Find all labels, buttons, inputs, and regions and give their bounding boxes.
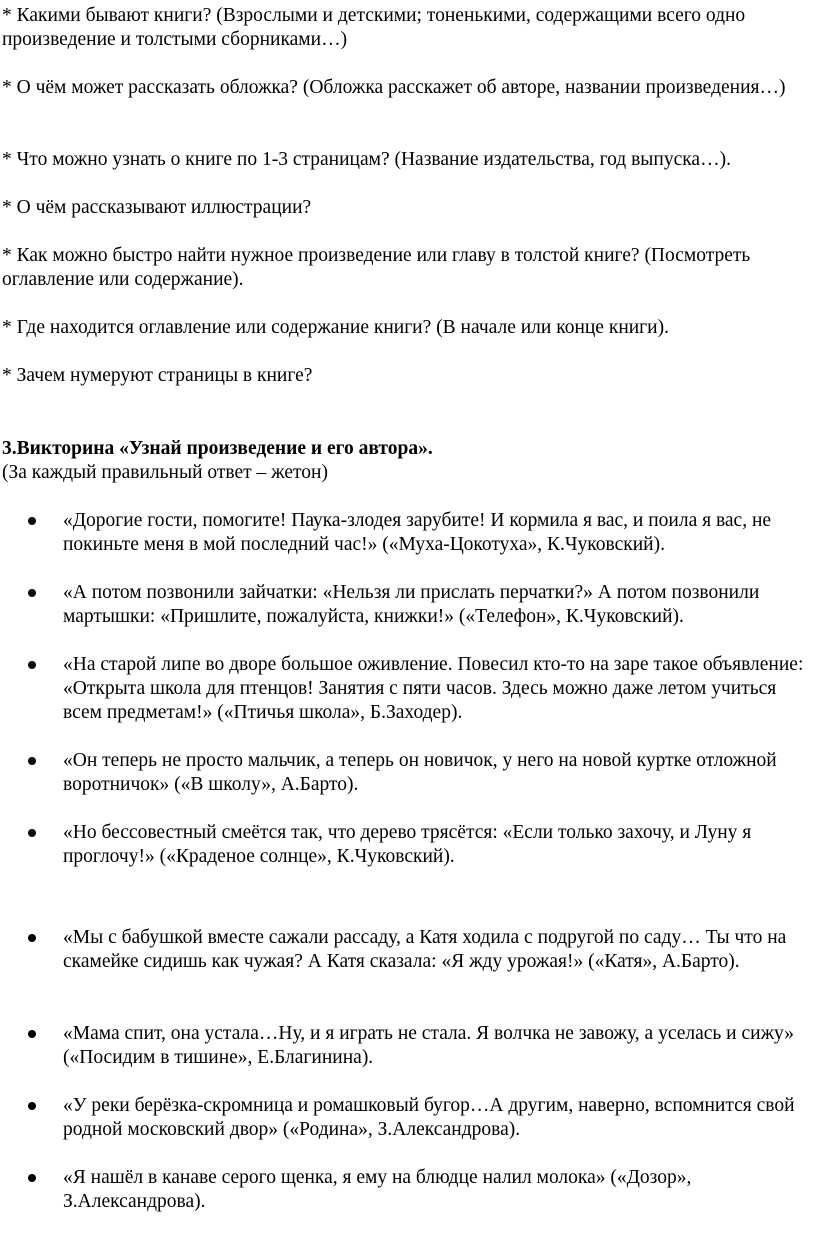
quiz-heading: 3.Викторина «Узнай произведение и его автора». [2,438,433,459]
question-1: * Какими бывают книги? (Взрослыми и детскими; тоненькими, содержащими всего одно произведение и толстыми сборниками…) [2,5,746,50]
question-6: * Где находится оглавление или содержание книги? (В начале или конце книги). [2,317,669,338]
question-7: * Зачем нумеруют страницы в книге? [2,365,313,386]
quiz-note: (За каждый правильный ответ – жетон) [2,462,328,483]
quiz-item-4: «Он теперь не просто мальчик, а теперь он новичок, у него на новой куртке отложной воротничок» («В школу», А.Барто). [63,750,777,795]
bullet-icon [28,934,38,944]
bullet-icon [28,517,38,527]
quiz-item-2: «А потом позвонили зайчатки: «Нельзя ли прислать перчатки?» А потом позвонили мартышки: «Пришлите, пожалуйста, книжки!» («Телефон», К.Чуковский). [63,582,760,627]
question-2: * О чём может рассказать обложка? (Обложка расскажет об авторе, названии произведения…) [2,77,786,98]
bullet-icon [28,589,38,599]
bullet-icon [28,1174,38,1184]
bullet-icon [28,1030,38,1040]
bullet-icon [28,757,38,767]
quiz-item-6: «Мы с бабушкой вместе сажали рассаду, а Катя ходила с подругой по саду… Ты что на скамейке сидишь как чужая? А Катя сказала: «Я жду урожая!» («Катя», А.Барто). [63,927,787,972]
question-3: * Что можно узнать о книге по 1-3 страницам? (Название издательства, год выпуска…). [2,149,731,170]
question-4: * О чём рассказывают иллюстрации? [2,197,312,218]
quiz-item-5: «Но бессовестный смеётся так, что дерево трясётся: «Если только захочу, и Луну я проглочу!» («Краденое солнце», К.Чуковский). [63,822,752,867]
quiz-item-8: «У реки берёзка-скромница и ромашковый бугор…А другим, наверно, вспомнится свой родной московский двор» («Родина», З.Александрова). [63,1095,795,1140]
quiz-item-3: «На старой липе во дворе большое оживление. Повесил кто-то на заре такое объявление: «Открыта школа для птенцов! Занятия с пяти часов. Здесь можно даже летом учиться всем предметам!» («Птичья школа», Б.Заходер). [63,654,804,723]
bullet-icon [28,1102,38,1112]
quiz-item-7: «Мама спит, она устала…Ну, и я играть не стала. Я волчка не завожу, а уселась и сижу» («Посидим в тишине», Е.Благинина). [63,1023,795,1068]
quiz-item-1: «Дорогие гости, помогите! Паука-злодея зарубите! И кормила я вас, и поила я вас, не покиньте меня в мой последний час!» («Муха-Цокотуха», К.Чуковский). [63,510,772,555]
question-5: * Как можно быстро найти нужное произведение или главу в толстой книге? (Посмотреть оглавление или содержание). [2,245,751,290]
bullet-icon [28,829,38,839]
bullet-icon [28,661,38,671]
quiz-item-9: «Я нашёл в канаве серого щенка, я ему на блюдце налил молока» («Дозор», З.Александрова). [63,1167,692,1212]
